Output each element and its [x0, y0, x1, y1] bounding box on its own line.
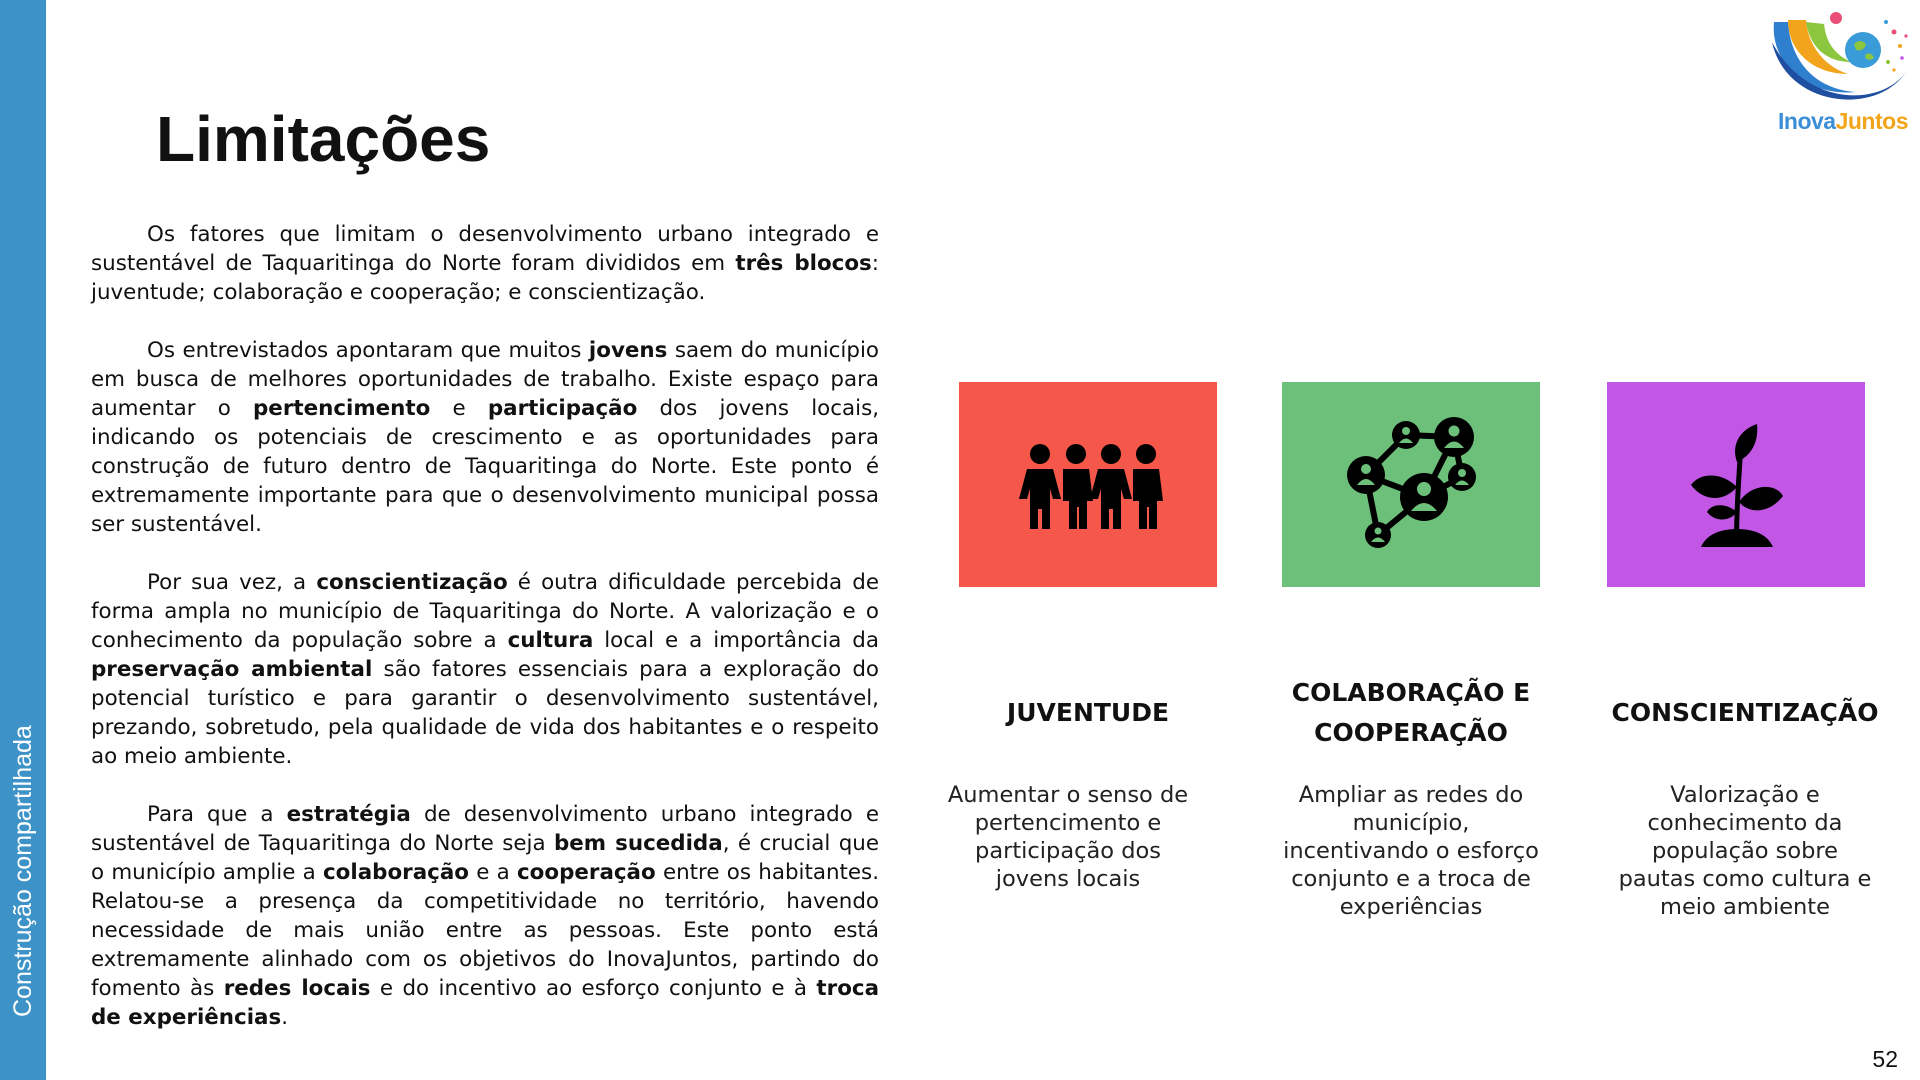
card-desc-line: município, — [1352, 810, 1470, 836]
text-run: e a — [468, 860, 517, 885]
card-desc-line: população sobre — [1651, 838, 1839, 864]
card-desc-juventude — [918, 781, 1218, 893]
card-title-colaboracao — [1251, 673, 1571, 753]
bold-text: bem sucedida — [553, 831, 723, 856]
card-title-line: COOPERAÇÃO — [1314, 718, 1508, 747]
card-desc-line: incentivando o esforço — [1283, 838, 1539, 864]
text-run: de desenvolvimento urbano integrado e sustentável de Taquaritinga do Norte seja — [91, 802, 879, 856]
card-title-line: JUVENTUDE — [1006, 698, 1170, 727]
bold-text: conscientização — [316, 570, 508, 595]
paragraph — [91, 568, 879, 771]
card-desc-line: conhecimento da — [1647, 810, 1843, 836]
text-run: é outra dificuldade percebida de forma ampla no município de Taquaritinga do Norte. A valorização e o conhecimento da população sobre a — [91, 570, 880, 653]
card-desc-line: meio ambiente — [1660, 894, 1830, 920]
card-desc-line: Ampliar as redes do — [1298, 782, 1524, 808]
card-desc-line: pautas como cultura e — [1618, 866, 1872, 892]
logo-text-inova: Inova — [1778, 108, 1836, 134]
card-title-juventude — [928, 693, 1248, 733]
bold-text: cooperação — [517, 860, 656, 885]
text-run: entre os habitantes. Relatou-se a presença da competitividade no território, havendo necessidade de mais união entre as pessoas. Este ponto está extremamente alinhado com os objetivos do InovaJuntos, partindo do fomento às — [91, 860, 880, 1001]
card-desc-line: Valorização e — [1670, 782, 1820, 808]
paragraph — [91, 800, 879, 1032]
network-icon — [1336, 417, 1486, 552]
text-run: , é crucial que o município amplie a — [91, 831, 880, 885]
bold-text: três blocos — [735, 251, 872, 276]
card-desc-line: experiências — [1339, 894, 1483, 920]
card-title-conscientizacao — [1585, 693, 1905, 733]
people-group-icon — [1013, 417, 1163, 552]
text-run: saem do município em busca de melhores oportunidades de trabalho. Existe espaço para aumentar o — [91, 338, 879, 421]
text-run: dos jovens locais, indicando os potenciais de crescimento e as oportunidades para construção de futuro dentro de Taquaritinga do Norte. Este ponto é extremamente importante para que o desenvolvimento municipal possa ser sustentável. — [91, 396, 880, 537]
logo-text-juntos: Juntos — [1835, 108, 1908, 134]
card-conscientizacao — [1607, 382, 1865, 592]
bold-text: cultura — [507, 628, 594, 653]
card-desc-line: participação dos — [975, 838, 1161, 864]
card-desc-conscientizacao — [1595, 781, 1895, 921]
card-desc-colaboracao — [1261, 781, 1561, 921]
card-desc-line: Aumentar o senso de — [947, 782, 1189, 808]
speech-bubble — [1282, 382, 1540, 592]
side-bar-label: Construção compartilhada — [9, 725, 37, 1017]
text-run: são fatores essenciais para a exploração do potencial turístico e para garantir o desenvolvimento sustentável, prezando, sobretudo, pela qualidade de vida dos habitantes e o respeito ao meio ambiente. — [91, 657, 880, 769]
bold-text: jovens — [588, 338, 668, 363]
text-run: Os fatores que limitam o desenvolvimento urbano integrado e sustentável de Taquaritinga do Norte foram divididos em — [91, 222, 879, 276]
bold-text: redes locais — [223, 976, 371, 1001]
paragraph — [91, 220, 879, 307]
bold-text: pertencimento — [253, 396, 431, 421]
text-run: Para que a — [147, 802, 287, 827]
card-desc-line: pertencimento e — [974, 810, 1162, 836]
speech-bubble — [959, 382, 1217, 592]
bold-text: colaboração — [323, 860, 469, 885]
bold-text: troca de experiências — [91, 976, 880, 1030]
text-run: e — [430, 396, 488, 421]
bold-text: preservação ambiental — [91, 657, 373, 682]
body-text — [91, 220, 879, 1061]
text-run: e do incentivo ao esforço conjunto e à — [370, 976, 817, 1001]
card-juventude — [959, 382, 1217, 592]
side-bar — [0, 0, 46, 1080]
text-run: : juventude; colaboração e cooperação; e conscientização. — [91, 251, 879, 305]
text-run: local e a importância da — [593, 628, 879, 653]
plant-icon — [1661, 417, 1811, 552]
page-title: Limitações — [156, 103, 491, 175]
card-colaboracao — [1282, 382, 1540, 592]
logo-wordmark — [1770, 108, 1916, 135]
text-run: Por sua vez, a — [147, 570, 317, 595]
text-run: Os entrevistados apontaram que muitos — [147, 338, 589, 363]
text-run: . — [281, 1005, 288, 1030]
card-title-line: COLABORAÇÃO E — [1291, 678, 1531, 707]
paragraph — [91, 336, 879, 539]
speech-bubble — [1607, 382, 1865, 592]
bold-text: participação — [487, 396, 638, 421]
card-desc-line: conjunto e a troca de — [1291, 866, 1531, 892]
bold-text: estratégia — [286, 802, 411, 827]
card-title-line: CONSCIENTIZAÇÃO — [1611, 698, 1879, 727]
card-desc-line: jovens locais — [995, 866, 1141, 892]
